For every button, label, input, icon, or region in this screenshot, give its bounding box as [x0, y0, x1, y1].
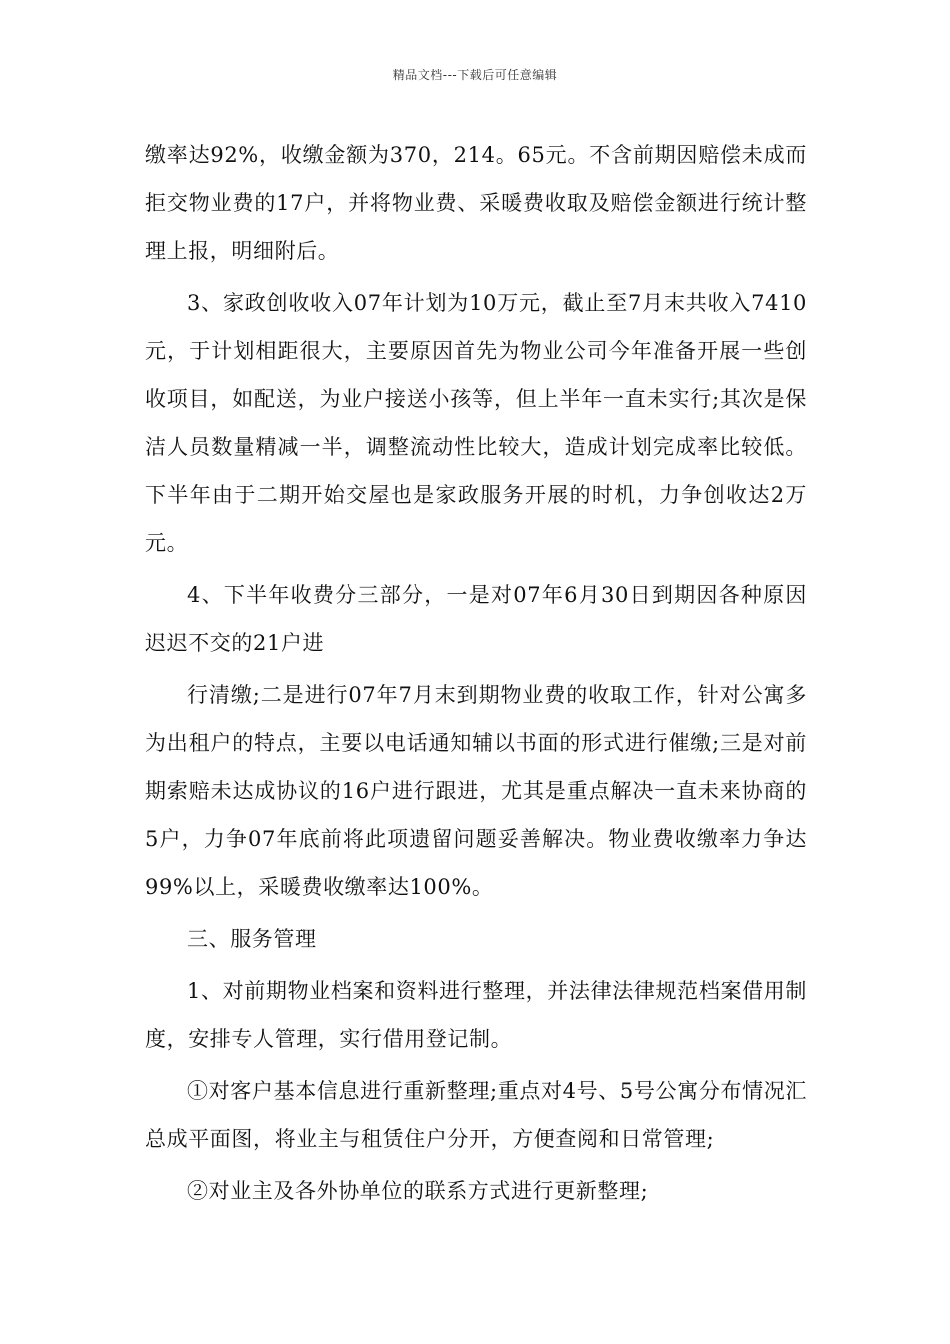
section-heading-service-management: 三、服务管理 [187, 927, 317, 951]
page-header: 精品文档---下载后可任意编辑 [392, 68, 558, 82]
document-body [145, 131, 807, 1219]
paragraph-customer-info: ①对客户基本信息进行重新整理;重点对4号、5号公寓分布情况汇总成平面图，将业主与租赁住户分开，方便查阅和日常管理; [145, 1079, 807, 1151]
paragraph-fee-collection-continued: 缴率达92%，收缴金额为370，214。65元。不含前期因赔偿未成而拒交物业费的17户，并将物业费、采暖费收取及赔偿金额进行统计整理上报，明细附后。 [145, 143, 807, 263]
paragraph-housekeeping-income: 3、家政创收收入07年计划为10万元，截止至7月末共收入7410元，于计划相距很大，主要原因首先为物业公司今年准备开展一些创收项目，如配送，为业户接送小孩等，但上半年一直未实行;其次是保洁人员数量精减一半，调整流动性比较大，造成计划完成率比较低。下半年由于二期开始交屋也是家政服务开展的时机，力争创收达2万元。 [145, 291, 807, 555]
paragraph-second-half-fees: 4、下半年收费分三部分，一是对07年6月30日到期因各种原因迟迟不交的21户进 [145, 583, 807, 655]
paragraph-archive-management: 1、对前期物业档案和资料进行整理，并法律法律规范档案借用制度，安排专人管理，实行借用登记制。 [145, 979, 807, 1051]
paragraph-contact-update: ②对业主及各外协单位的联系方式进行更新整理; [187, 1179, 649, 1203]
paragraph-fee-clearance: 行清缴;二是进行07年7月末到期物业费的收取工作，针对公寓多为出租户的特点，主要以电话通知辅以书面的形式进行催缴;三是对前期索赔未达成协议的16户进行跟进，尤其是重点解决一直未来协商的5户，力争07年底前将此项遗留问题妥善解决。物业费收缴率力争达99%以上，采暖费收缴率达100%。 [145, 683, 807, 899]
